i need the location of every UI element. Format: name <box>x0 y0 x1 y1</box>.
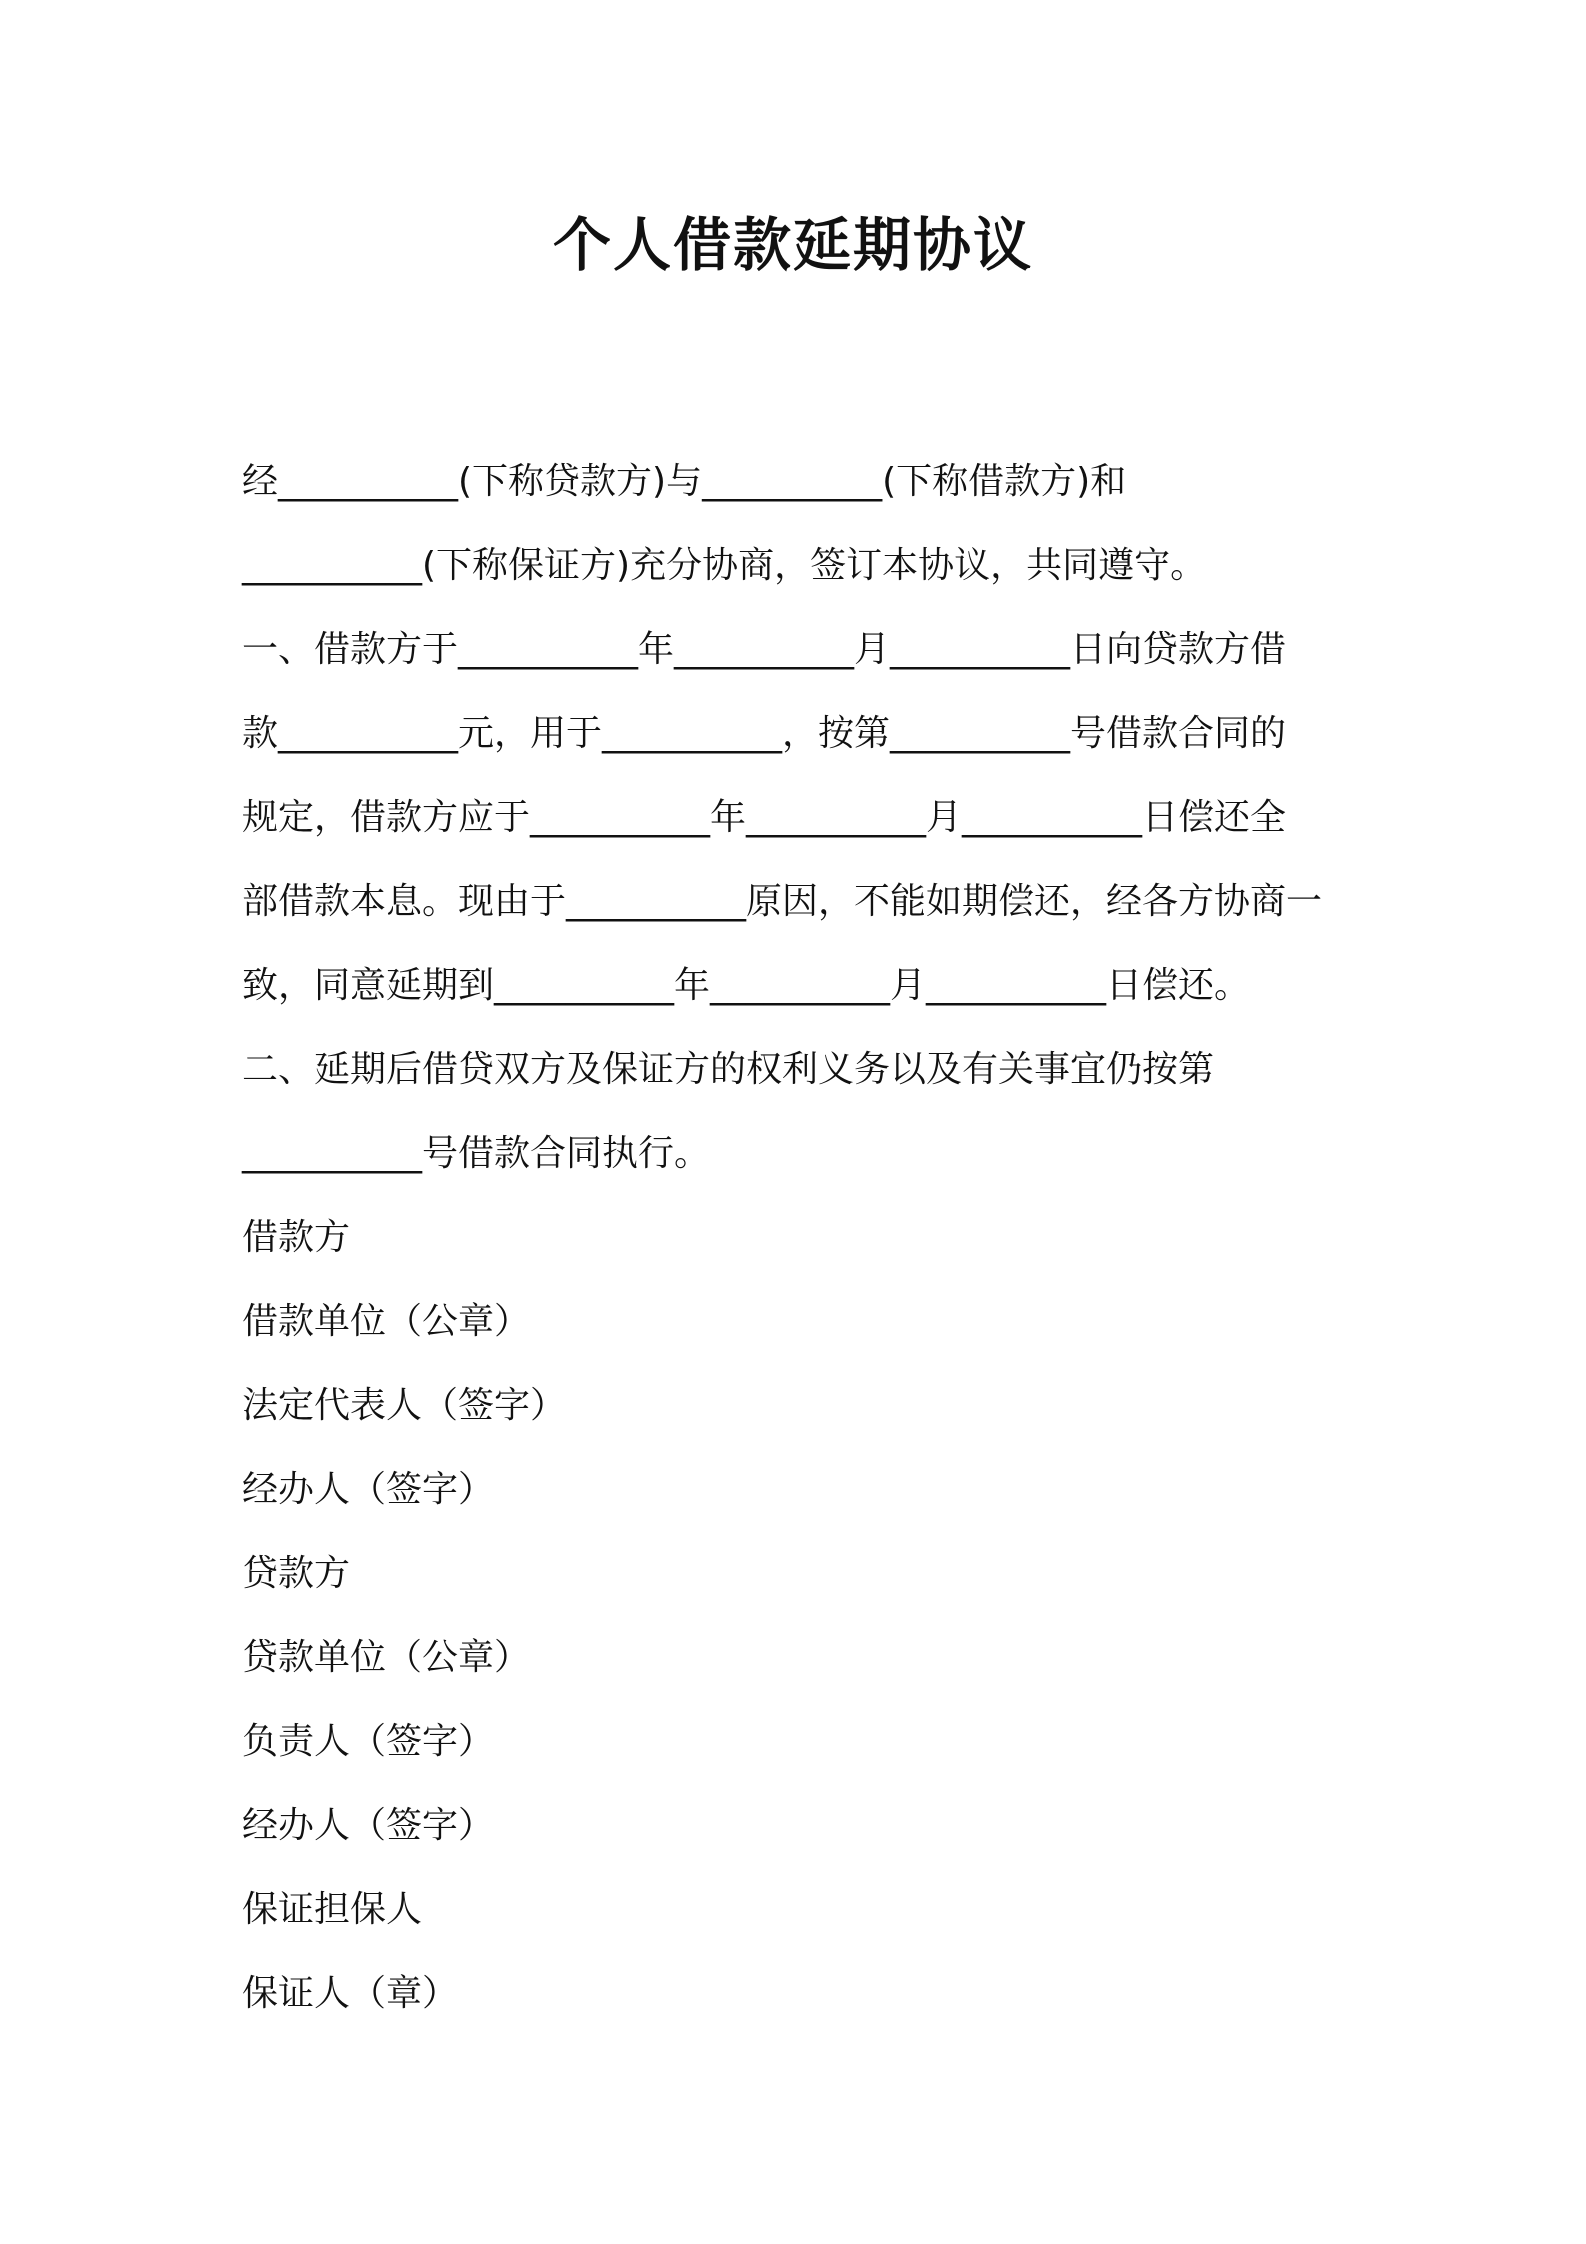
borrower-heading: 借款方 <box>242 1217 351 1258</box>
lender-unit-seal: 贷款单位（公章） <box>242 1637 531 1678</box>
borrower-legal-rep-signature: 法定代表人（签字） <box>242 1385 567 1426</box>
clause-1-line-5: 致，同意延期到__________年__________月__________日偿还。 <box>242 965 1251 1006</box>
guarantor-seal: 保证人（章） <box>242 1973 459 2014</box>
intro-line-2: __________(下称保证方)充分协商，签订本协议，共同遵守。 <box>242 545 1207 586</box>
lender-handler-signature: 经办人（签字） <box>242 1805 495 1846</box>
borrower-handler-signature: 经办人（签字） <box>242 1469 495 1510</box>
document-body <box>242 440 1372 2036</box>
lender-heading: 贷款方 <box>242 1553 351 1594</box>
intro-line-1: 经__________(下称贷款方)与__________(下称借款方)和 <box>242 461 1127 502</box>
clause-1-line-3: 规定，借款方应于__________年__________月__________日偿还全 <box>242 797 1287 838</box>
document-title: 个人借款延期协议 <box>552 211 1033 279</box>
guarantor-heading: 保证担保人 <box>242 1889 423 1930</box>
clause-2-line-2: __________号借款合同执行。 <box>242 1133 711 1174</box>
borrower-unit-seal: 借款单位（公章） <box>242 1301 531 1342</box>
clause-2-line-1: 二、延期后借贷双方及保证方的权利义务以及有关事宜仍按第 <box>242 1049 1215 1090</box>
clause-1-line-2: 款__________元，用于__________，按第__________号借款合同的 <box>242 713 1287 754</box>
lender-manager-signature: 负责人（签字） <box>242 1721 495 1762</box>
clause-1-line-4: 部借款本息。现由于__________原因，不能如期偿还，经各方协商一 <box>242 881 1323 922</box>
clause-1-line-1: 一、借款方于__________年__________月__________日向贷款方借 <box>242 629 1287 670</box>
